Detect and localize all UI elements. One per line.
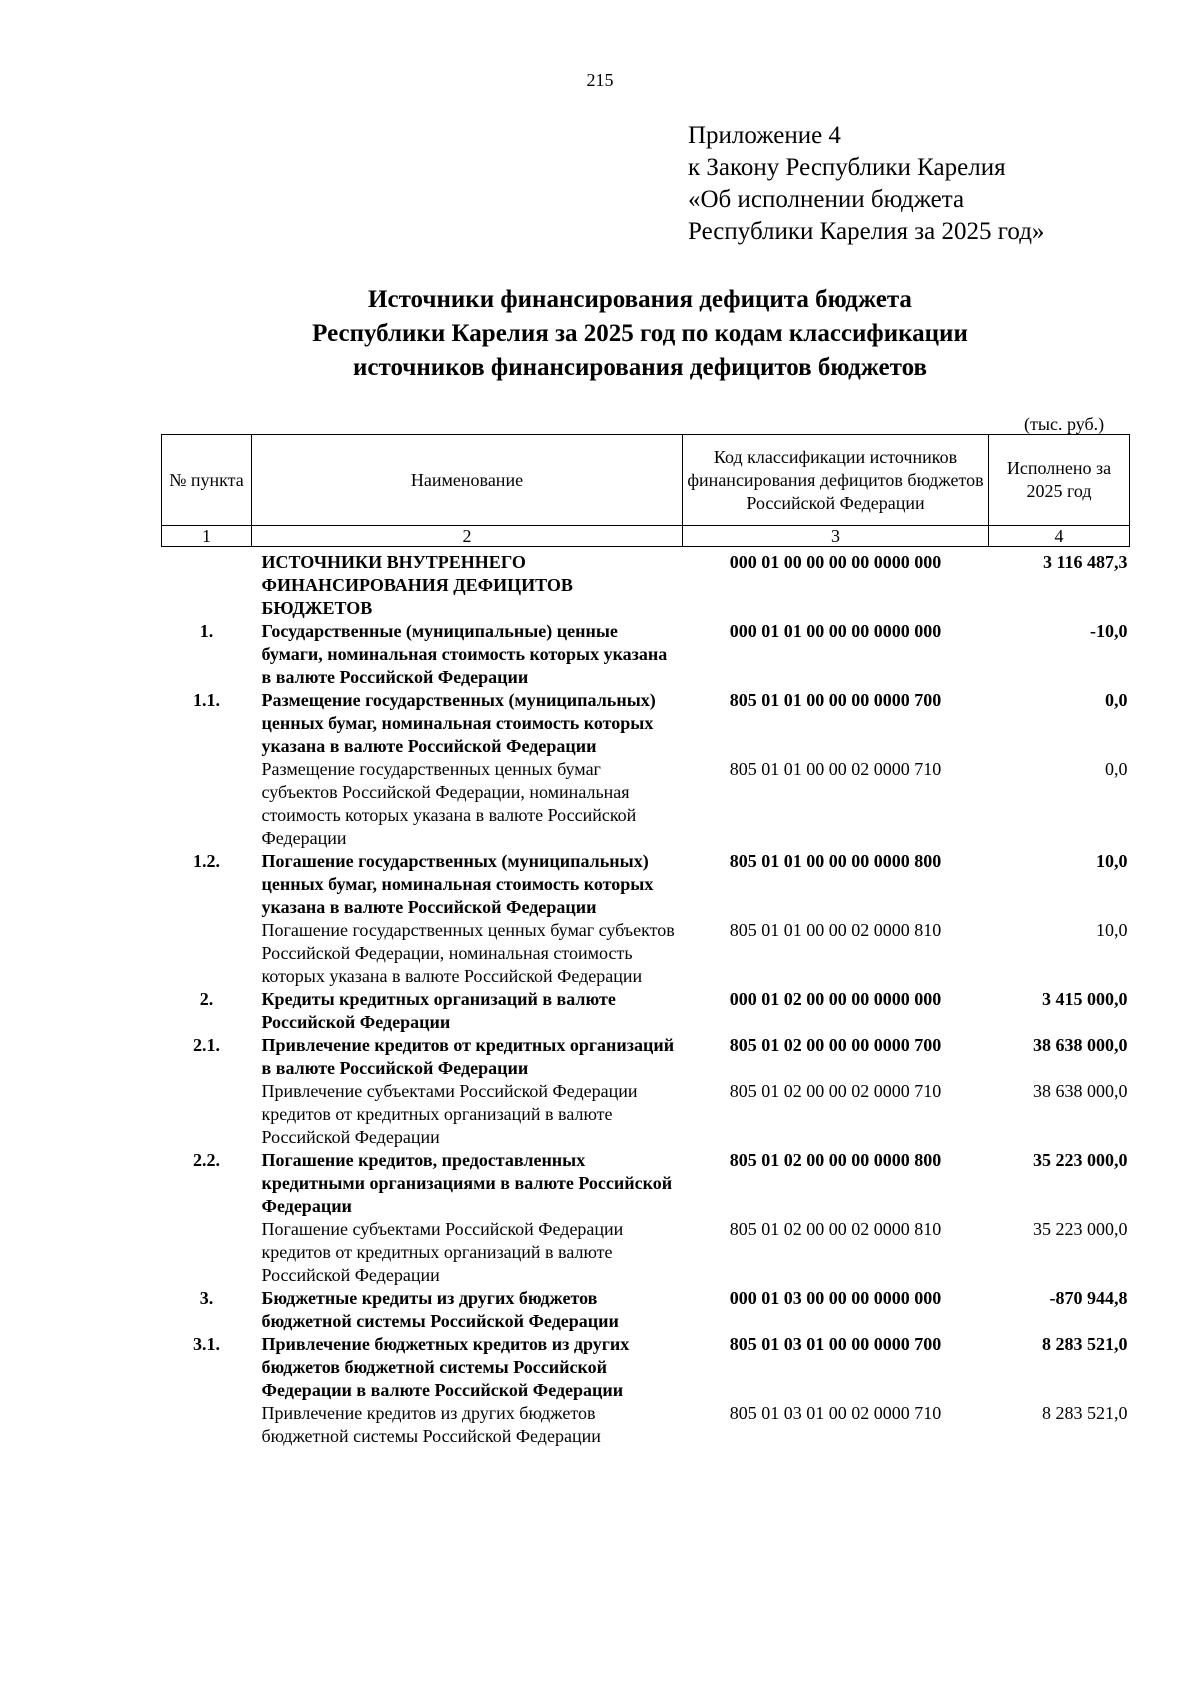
row-value: 10,0 — [1096, 920, 1128, 940]
row-name: Размещение государственных ценных бумаг субъектов Российской Федерации, номинальная стоимость которых указана в валюте Российской Федерации — [261, 759, 637, 848]
annex-line: к Закону Республики Карелия — [688, 154, 1006, 181]
row-number: 2.2. — [193, 1150, 220, 1170]
row-value: 35 223 000,0 — [1033, 1219, 1128, 1239]
row-number — [162, 758, 252, 850]
row-name: Размещение государственных (муниципальных) ценных бумаг, номинальная стоимость которых указана в валюте Российской Федерации — [261, 690, 656, 756]
table-body — [162, 547, 1130, 1449]
row-number — [162, 1080, 252, 1149]
title-line: Источники финансирования дефицита бюджета — [368, 286, 912, 313]
row-name: Погашение кредитов, предоставленных кредитными организациями в валюте Российской Федерации — [261, 1150, 673, 1216]
row-name: ИСТОЧНИКИ ВНУТРЕННЕГО ФИНАНСИРОВАНИЯ ДЕФИЦИТОВ БЮДЖЕТОВ — [261, 552, 573, 618]
annex-heading — [688, 120, 1044, 248]
row-value: 8 283 521,0 — [1042, 1334, 1128, 1354]
row-code: 805 01 03 01 00 00 0000 700 — [729, 1334, 942, 1354]
title-line: Республики Карелия за 2025 год по кодам классификации — [312, 320, 968, 347]
row-code: 805 01 02 00 00 00 0000 800 — [729, 1150, 942, 1170]
table-row — [162, 1333, 1130, 1402]
units-note: (тыс. руб.) — [1024, 414, 1105, 434]
row-value: 38 638 000,0 — [1033, 1035, 1128, 1055]
column-number: 3 — [683, 526, 989, 547]
column-number: 2 — [252, 526, 683, 547]
table-row — [162, 1080, 1130, 1149]
table-row — [162, 1218, 1130, 1287]
annex-line: «Об исполнении бюджета — [688, 186, 965, 213]
row-value: -870 944,8 — [1049, 1288, 1128, 1308]
table-row — [162, 988, 1130, 1034]
row-number: 2. — [199, 989, 214, 1009]
row-value: -10,0 — [1090, 621, 1128, 641]
row-code: 805 01 01 00 00 02 0000 810 — [729, 920, 942, 940]
table-row — [162, 1034, 1130, 1080]
row-number — [162, 1402, 252, 1448]
row-name: Привлечение кредитов от кредитных организаций в валюте Российской Федерации — [261, 1035, 675, 1078]
row-code: 000 01 02 00 00 00 0000 000 — [729, 989, 942, 1009]
table-row — [162, 758, 1130, 850]
row-code: 805 01 01 00 00 02 0000 710 — [729, 759, 942, 779]
row-name: Бюджетные кредиты из других бюджетов бюджетной системы Российской Федерации — [261, 1288, 619, 1331]
annex-line: Приложение 4 — [688, 122, 841, 149]
table-row — [162, 1287, 1130, 1333]
table-row — [162, 919, 1130, 988]
table-row — [162, 1402, 1130, 1448]
row-value: 0,0 — [1105, 759, 1128, 779]
row-number — [162, 919, 252, 988]
row-value: 0,0 — [1105, 690, 1128, 710]
table-row — [162, 547, 1130, 621]
table-row — [162, 620, 1130, 689]
row-code: 000 01 03 00 00 00 0000 000 — [729, 1288, 942, 1308]
row-value: 8 283 521,0 — [1042, 1403, 1128, 1423]
row-code: 805 01 02 00 00 02 0000 810 — [729, 1219, 942, 1239]
row-name: Погашение государственных ценных бумаг субъектов Российской Федерации, номинальная стоимость которых указана в валюте Российской Федерации — [261, 920, 675, 986]
row-number: 1.1. — [193, 690, 220, 710]
page-number: 215 — [586, 70, 614, 90]
table-row — [162, 850, 1130, 919]
row-code: 805 01 01 00 00 00 0000 700 — [729, 690, 942, 710]
sources-table — [161, 434, 1130, 1448]
column-number: 1 — [162, 526, 252, 547]
row-value: 38 638 000,0 — [1033, 1081, 1128, 1101]
row-number — [162, 1218, 252, 1287]
row-code: 805 01 03 01 00 02 0000 710 — [729, 1403, 942, 1423]
header-code: Код классификации источников финансирования дефицитов бюджетов Российской Федерации — [683, 435, 989, 526]
row-number: 2.1. — [193, 1035, 220, 1055]
row-number: 3. — [199, 1288, 214, 1308]
row-name: Привлечение бюджетных кредитов из других бюджетов бюджетной системы Российской Федерации в валюте Российской Федерации — [261, 1334, 630, 1400]
row-code: 805 01 02 00 00 00 0000 700 — [729, 1035, 942, 1055]
column-number: 4 — [989, 526, 1130, 547]
title-line: источников финансирования дефицитов бюджетов — [353, 354, 927, 381]
header-num: № пункта — [162, 435, 252, 526]
row-code: 000 01 00 00 00 00 0000 000 — [729, 552, 942, 572]
annex-line: Республики Карелия за 2025 год» — [688, 218, 1045, 245]
row-code: 000 01 01 00 00 00 0000 000 — [729, 621, 942, 641]
row-name: Государственные (муниципальные) ценные бумаги, номинальная стоимость которых указана в валюте Российской Федерации — [261, 621, 668, 687]
row-name: Привлечение кредитов из других бюджетов бюджетной системы Российской Федерации — [261, 1403, 601, 1446]
row-value: 35 223 000,0 — [1033, 1150, 1128, 1170]
row-name: Кредиты кредитных организаций в валюте Российской Федерации — [261, 989, 616, 1032]
row-number: 1.2. — [193, 851, 220, 871]
row-code: 805 01 02 00 00 02 0000 710 — [729, 1081, 942, 1101]
row-value: 3 116 487,3 — [1042, 552, 1128, 572]
row-code: 805 01 01 00 00 00 0000 800 — [729, 851, 942, 871]
header-value: Исполнено за 2025 год — [989, 435, 1130, 526]
row-value: 3 415 000,0 — [1042, 989, 1128, 1009]
column-numbers-row — [162, 526, 1130, 547]
row-number — [162, 547, 252, 621]
row-name: Привлечение субъектами Российской Федерации кредитов от кредитных организаций в валюте Российской Федерации — [261, 1081, 638, 1147]
table-row — [162, 1149, 1130, 1218]
document-title — [140, 283, 1140, 385]
row-name: Погашение субъектами Российской Федерации кредитов от кредитных организаций в валюте Российской Федерации — [261, 1219, 624, 1285]
row-number: 3.1. — [193, 1334, 220, 1354]
row-number: 1. — [199, 621, 214, 641]
table-header-row — [162, 435, 1130, 526]
table-row — [162, 689, 1130, 758]
header-name: Наименование — [252, 435, 683, 526]
row-value: 10,0 — [1096, 851, 1128, 871]
row-name: Погашение государственных (муниципальных) ценных бумаг, номинальная стоимость которых указана в валюте Российской Федерации — [261, 851, 654, 917]
